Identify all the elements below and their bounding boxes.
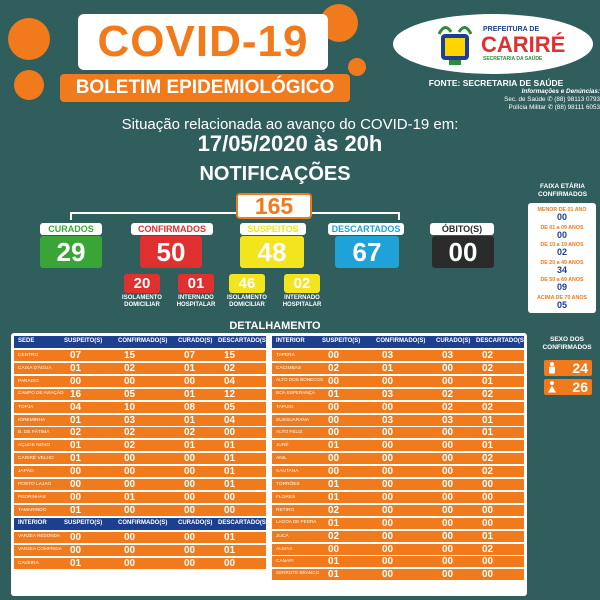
- age-range-item: [528, 225, 596, 240]
- value-cell: 00: [70, 491, 82, 503]
- value-cell: 15: [124, 350, 136, 361]
- bulletin-subtitle: BOLETIM EPIDEMIOLÓGICO: [60, 74, 350, 102]
- table-row: [272, 388, 524, 400]
- value-cell: 00: [328, 453, 340, 465]
- location-cell: IOREMINHA: [18, 417, 46, 423]
- descartados-label: DESCARTADOS: [328, 223, 404, 235]
- value-cell: 00: [382, 466, 394, 478]
- prefeitura-logo: [393, 14, 593, 74]
- value-cell: 01: [224, 453, 236, 465]
- location-cell: CENTRO: [18, 353, 39, 358]
- value-cell: 03: [442, 414, 454, 426]
- value-cell: 00: [184, 466, 196, 478]
- value-cell: 00: [328, 414, 340, 426]
- value-cell: 00: [482, 569, 494, 581]
- age-range-label: DE 10 a 19 ANOS: [540, 242, 584, 248]
- value-cell: 02: [442, 401, 454, 413]
- age-range-title: FAIXA ETÁRIA CONFIRMADOS: [537, 183, 588, 198]
- location-cell: JURÉ: [276, 443, 289, 449]
- age-range-label: MENOR DE 01 ANO: [537, 207, 587, 213]
- value-cell: 00: [382, 401, 394, 413]
- value-cell: 00: [184, 453, 196, 465]
- value-cell: 00: [124, 453, 136, 465]
- value-cell: 00: [224, 427, 236, 439]
- location-cell: AÇUDE NOVO: [18, 443, 51, 449]
- header-cell: CURADO(S): [178, 338, 213, 344]
- table-header: [14, 336, 266, 348]
- table-row: [272, 491, 524, 503]
- table-row: [14, 375, 266, 387]
- value-cell: 07: [184, 350, 196, 361]
- value-cell: 00: [442, 453, 454, 465]
- logo-line1: PREFEITURA DE: [483, 26, 540, 33]
- value-cell: 01: [184, 388, 196, 400]
- table-row: [272, 465, 524, 477]
- table-row: [14, 426, 266, 438]
- value-cell: 00: [124, 557, 136, 569]
- value-cell: 01: [482, 440, 494, 452]
- value-cell: 01: [70, 453, 82, 465]
- value-cell: 02: [482, 543, 494, 555]
- confirmados-isolamento-label: ISOLAMENTO DOMICILIAR: [122, 295, 162, 308]
- value-cell: 01: [224, 531, 236, 543]
- value-cell: 00: [184, 504, 196, 516]
- suspeitos-internado-label: INTERNADO HOSPITALAR: [282, 295, 322, 308]
- location-cell: JAPÃO: [18, 469, 34, 475]
- notifications-title: NOTIFICAÇÕES: [199, 163, 351, 185]
- value-cell: 00: [184, 491, 196, 503]
- value-cell: 00: [382, 427, 394, 439]
- value-cell: 00: [442, 491, 454, 503]
- age-range-label: ACIMA DE 70 ANOS: [537, 294, 587, 301]
- value-cell: 05: [124, 388, 136, 400]
- location-cell: PARAISO: [18, 378, 39, 384]
- header-cell: CONFIRMADO(S): [118, 338, 168, 344]
- value-cell: 00: [124, 375, 136, 387]
- male-icon: [547, 362, 557, 374]
- table-row: [272, 555, 524, 567]
- value-cell: 02: [328, 530, 340, 542]
- value-cell: 03: [382, 350, 394, 361]
- value-cell: 01: [124, 491, 136, 503]
- value-cell: 04: [70, 401, 82, 413]
- location-cell: TAMARINDO: [18, 507, 47, 513]
- contacts-block: [430, 88, 600, 112]
- value-cell: 00: [482, 504, 494, 516]
- value-cell: 01: [328, 569, 340, 581]
- male-count: 24: [572, 360, 588, 376]
- confirmados-internado-label: INTERNADO HOSPITALAR: [176, 295, 216, 308]
- header-cell: INTERIOR: [276, 338, 305, 344]
- header-cell: DESCARTADO(S): [476, 338, 526, 344]
- value-cell: 00: [70, 375, 82, 387]
- value-cell: 03: [382, 388, 394, 400]
- value-cell: 02: [70, 427, 82, 439]
- confirmados-label: CONFIRMADOS: [131, 223, 213, 235]
- table-row: [272, 362, 524, 374]
- value-cell: 00: [482, 517, 494, 529]
- header-cell: SUSPEITO(S): [322, 338, 361, 344]
- value-cell: 02: [482, 362, 494, 374]
- value-cell: 01: [184, 440, 196, 452]
- location-cell: CACIMBAS: [276, 365, 302, 371]
- header-cell: INTERIOR: [18, 519, 47, 526]
- contacts-title: Informações e Denúncias:: [521, 88, 600, 95]
- suspeitos-internado-value: 02: [284, 274, 320, 293]
- header-cell: CONFIRMADO(S): [118, 519, 168, 526]
- location-cell: CAIXA D'ÁGUA: [18, 365, 52, 371]
- table-row: [14, 531, 266, 543]
- contact-police: Polícia Militar ✆ (88) 98111 6053: [508, 104, 600, 111]
- value-cell: 08: [184, 401, 196, 413]
- location-cell: LAGOA DE PEDRA: [276, 518, 317, 524]
- header-cell: DESCARTADO(S): [218, 519, 268, 526]
- value-cell: 01: [328, 491, 340, 503]
- value-cell: 10: [124, 401, 136, 413]
- value-cell: 00: [328, 427, 340, 439]
- table-row: [14, 544, 266, 556]
- value-cell: 00: [482, 556, 494, 568]
- age-range-value: 05: [556, 299, 567, 310]
- virus-decoration-bottom: [14, 70, 44, 100]
- female-icon: [547, 381, 557, 393]
- curados-value: 29: [40, 236, 102, 268]
- suspeitos-label: SUSPEITOS: [240, 223, 306, 235]
- value-cell: 00: [184, 479, 196, 490]
- value-cell: 01: [70, 414, 82, 426]
- value-cell: 02: [482, 466, 494, 478]
- age-range-value: 02: [556, 247, 567, 257]
- value-cell: 00: [124, 479, 136, 490]
- table-row: [14, 491, 266, 503]
- table-row: [272, 504, 524, 516]
- value-cell: 15: [224, 350, 236, 361]
- value-cell: 01: [482, 530, 494, 542]
- table-row: [14, 401, 266, 413]
- value-cell: 00: [124, 544, 136, 556]
- table-row: [14, 557, 266, 569]
- value-cell: 00: [184, 544, 196, 556]
- value-cell: 05: [224, 401, 236, 413]
- value-cell: 04: [224, 414, 236, 426]
- value-cell: 07: [70, 350, 82, 361]
- suspeitos-isolamento-value: 46: [229, 274, 265, 293]
- value-cell: 00: [382, 491, 394, 503]
- header-cell: SUSPEITO(S): [64, 338, 103, 344]
- situation-text: Situação relacionada ao avanço do COVID-19 em:: [121, 116, 459, 133]
- value-cell: 01: [482, 414, 494, 426]
- details-title: DETALHAMENTO: [229, 320, 321, 332]
- table-row: [272, 452, 524, 464]
- value-cell: 00: [442, 440, 454, 452]
- value-cell: 00: [70, 544, 82, 556]
- value-cell: 00: [382, 504, 394, 516]
- age-range-item: [528, 277, 596, 292]
- source-label: FONTE: SECRETARIA DE SAÚDE: [428, 78, 564, 88]
- value-cell: 02: [224, 362, 236, 374]
- value-cell: 00: [382, 543, 394, 555]
- location-cell: SERROTE BRANCO: [276, 570, 320, 576]
- suspeitos-isolamento-label: ISOLAMENTO DOMICILIAR: [227, 295, 267, 308]
- value-cell: 00: [442, 543, 454, 555]
- location-cell: VARZEA REDONDA: [18, 532, 61, 538]
- location-cell: TORRÕES: [276, 482, 300, 487]
- connector-line: [70, 212, 400, 220]
- value-cell: 02: [184, 427, 196, 439]
- male-count-box: [544, 360, 592, 376]
- table-row: [272, 401, 524, 413]
- value-cell: 00: [70, 466, 82, 478]
- age-range-item: [528, 242, 596, 257]
- location-cell: CAVEIRA: [18, 560, 39, 566]
- value-cell: 01: [328, 388, 340, 400]
- confirmados-value: 50: [140, 236, 202, 268]
- value-cell: 02: [482, 453, 494, 465]
- bulletin-title: COVID-19: [78, 14, 328, 70]
- value-cell: 02: [442, 388, 454, 400]
- location-cell: PEDRINHAS: [18, 494, 46, 500]
- age-range-label: DE 50 a 69 ANOS: [540, 277, 584, 283]
- value-cell: 01: [482, 427, 494, 439]
- value-cell: 00: [328, 401, 340, 413]
- value-cell: 01: [224, 466, 236, 478]
- location-cell: TAPERA: [276, 353, 295, 358]
- confirmados-internado-value: 01: [178, 274, 214, 293]
- value-cell: 02: [124, 440, 136, 452]
- value-cell: 00: [482, 491, 494, 503]
- value-cell: 01: [184, 414, 196, 426]
- value-cell: 01: [70, 504, 82, 516]
- value-cell: 01: [482, 375, 494, 387]
- sex-title: SEXO DOS CONFIRMADOS: [542, 336, 592, 351]
- value-cell: 00: [184, 557, 196, 569]
- table-header: [14, 518, 266, 530]
- value-cell: 00: [442, 479, 454, 490]
- value-cell: 01: [224, 440, 236, 452]
- header-cell: CONFIRMADO(S): [376, 338, 426, 344]
- value-cell: 00: [382, 517, 394, 529]
- location-cell: B. DE FÁTIMA: [18, 430, 50, 436]
- location-cell: RETIRO: [276, 507, 295, 513]
- total-notifications: 165: [236, 193, 312, 219]
- value-cell: 00: [382, 440, 394, 452]
- value-cell: 01: [184, 362, 196, 374]
- value-cell: 00: [328, 466, 340, 478]
- value-cell: 00: [442, 569, 454, 581]
- logo-line3: SECRETARIA DA SAÚDE: [483, 56, 543, 62]
- age-range-item: [528, 207, 596, 222]
- value-cell: 16: [70, 388, 82, 400]
- age-range-value: 09: [556, 282, 567, 292]
- value-cell: 00: [382, 453, 394, 465]
- value-cell: 00: [382, 479, 394, 490]
- value-cell: 00: [442, 556, 454, 568]
- virus-decoration-small: [348, 58, 366, 76]
- header-cell: SEDE: [18, 338, 35, 344]
- virus-decoration-left: [8, 18, 50, 60]
- table-row: [272, 478, 524, 490]
- table-row: [272, 543, 524, 555]
- location-cell: JUCÁ: [276, 533, 289, 539]
- location-cell: CARIRÉ VELHO: [18, 456, 54, 462]
- value-cell: 00: [124, 504, 136, 516]
- value-cell: 00: [328, 350, 340, 361]
- value-cell: 03: [382, 414, 394, 426]
- location-cell: POSTO LAJAO: [18, 482, 52, 487]
- value-cell: 00: [482, 479, 494, 490]
- age-range-item: [528, 295, 596, 310]
- value-cell: 00: [442, 375, 454, 387]
- location-cell: TOPJA: [18, 404, 34, 410]
- value-cell: 01: [328, 440, 340, 452]
- header-cell: CURADO(S): [178, 519, 213, 526]
- table-row: [272, 349, 524, 361]
- value-cell: 00: [328, 543, 340, 555]
- table-row: [272, 414, 524, 426]
- value-cell: 01: [382, 362, 394, 374]
- age-range-label: DE 01 a 09 ANOS: [540, 224, 584, 231]
- value-cell: 03: [124, 414, 136, 426]
- value-cell: 00: [442, 517, 454, 529]
- table-row: [272, 375, 524, 387]
- value-cell: 00: [382, 556, 394, 568]
- value-cell: 01: [328, 479, 340, 490]
- table-row: [272, 426, 524, 438]
- value-cell: 02: [328, 504, 340, 516]
- curados-label: CURADOS: [40, 223, 102, 235]
- age-range-value: 34: [556, 264, 567, 275]
- age-range-label: DE 20 a 49 ANOS: [540, 259, 584, 266]
- value-cell: 00: [382, 530, 394, 542]
- details-table: [11, 333, 527, 596]
- coat-of-arms-icon: [435, 20, 475, 66]
- location-cell: VARZEA COMPRIDA: [18, 545, 62, 551]
- value-cell: 02: [482, 388, 494, 400]
- value-cell: 00: [442, 362, 454, 374]
- header-cell: CURADO(S): [436, 338, 471, 344]
- table-row: [272, 568, 524, 580]
- location-cell: ALMAS: [276, 546, 293, 552]
- value-cell: 02: [124, 362, 136, 374]
- table-row: [14, 349, 266, 361]
- value-cell: 01: [70, 440, 82, 452]
- value-cell: 00: [124, 466, 136, 478]
- location-cell: CAMPO DE AVIAÇÃO: [18, 389, 64, 395]
- value-cell: 00: [70, 479, 82, 490]
- table-header: [272, 336, 524, 348]
- table-row: [14, 504, 266, 516]
- value-cell: 01: [70, 362, 82, 374]
- table-row: [272, 530, 524, 542]
- location-cell: FLORES: [276, 494, 296, 500]
- table-row: [14, 388, 266, 400]
- location-cell: CANAFI: [276, 559, 294, 565]
- location-cell: ALTO DOS BONECOS: [276, 376, 324, 382]
- value-cell: 02: [124, 427, 136, 439]
- value-cell: 02: [328, 362, 340, 374]
- value-cell: 12: [224, 388, 236, 400]
- obitos-value: 00: [432, 236, 494, 268]
- table-row: [14, 478, 266, 490]
- female-count-box: [544, 379, 592, 395]
- female-count: 26: [572, 379, 588, 395]
- location-cell: BOA ESPERANÇA: [276, 389, 316, 395]
- table-row: [14, 452, 266, 464]
- value-cell: 00: [382, 569, 394, 581]
- value-cell: 01: [328, 556, 340, 568]
- age-range-value: 00: [556, 229, 567, 240]
- age-range-item: [528, 260, 596, 275]
- value-cell: 00: [328, 375, 340, 387]
- value-cell: 01: [224, 544, 236, 556]
- table-row: [14, 465, 266, 477]
- table-row: [272, 439, 524, 451]
- value-cell: 02: [482, 401, 494, 413]
- value-cell: 00: [184, 375, 196, 387]
- table-row: [272, 517, 524, 529]
- value-cell: 00: [442, 466, 454, 478]
- age-range-panel: [528, 203, 596, 313]
- location-cell: SUSSUARANA: [276, 417, 310, 423]
- value-cell: 04: [224, 375, 236, 387]
- table-row: [14, 439, 266, 451]
- contact-health: Sec. de Saúde ✆ (88) 98113 0793: [504, 96, 600, 103]
- value-cell: 00: [442, 530, 454, 542]
- value-cell: 00: [224, 504, 236, 516]
- descartados-value: 67: [335, 236, 399, 268]
- value-cell: 00: [224, 557, 236, 569]
- obitos-label: ÓBITO(S): [430, 223, 494, 235]
- logo-line2: CARIRÉ: [481, 32, 566, 57]
- confirmados-isolamento-value: 20: [124, 274, 160, 293]
- table-row: [14, 362, 266, 374]
- location-cell: SANTANA: [276, 469, 299, 475]
- location-cell: TAPUIO: [276, 404, 294, 410]
- value-cell: 00: [442, 504, 454, 516]
- location-cell: ALTO FELIZ: [276, 430, 303, 436]
- age-range-value: 00: [556, 212, 567, 222]
- value-cell: 00: [124, 531, 136, 543]
- value-cell: 03: [442, 350, 454, 361]
- value-cell: 00: [70, 531, 82, 543]
- value-cell: 01: [224, 479, 236, 490]
- suspeitos-value: 48: [240, 236, 304, 268]
- value-cell: 00: [184, 531, 196, 543]
- table-row: [14, 414, 266, 426]
- value-cell: 02: [482, 350, 494, 361]
- value-cell: 00: [442, 427, 454, 439]
- report-date: 17/05/2020 às 20h: [197, 131, 383, 156]
- header-cell: DESCARTADO(S): [218, 338, 268, 344]
- value-cell: 00: [382, 375, 394, 387]
- value-cell: 01: [328, 517, 340, 529]
- location-cell: ANIL: [276, 456, 287, 462]
- value-cell: 01: [70, 557, 82, 569]
- header-cell: SUSPEITO(S): [64, 519, 103, 526]
- value-cell: 00: [224, 491, 236, 503]
